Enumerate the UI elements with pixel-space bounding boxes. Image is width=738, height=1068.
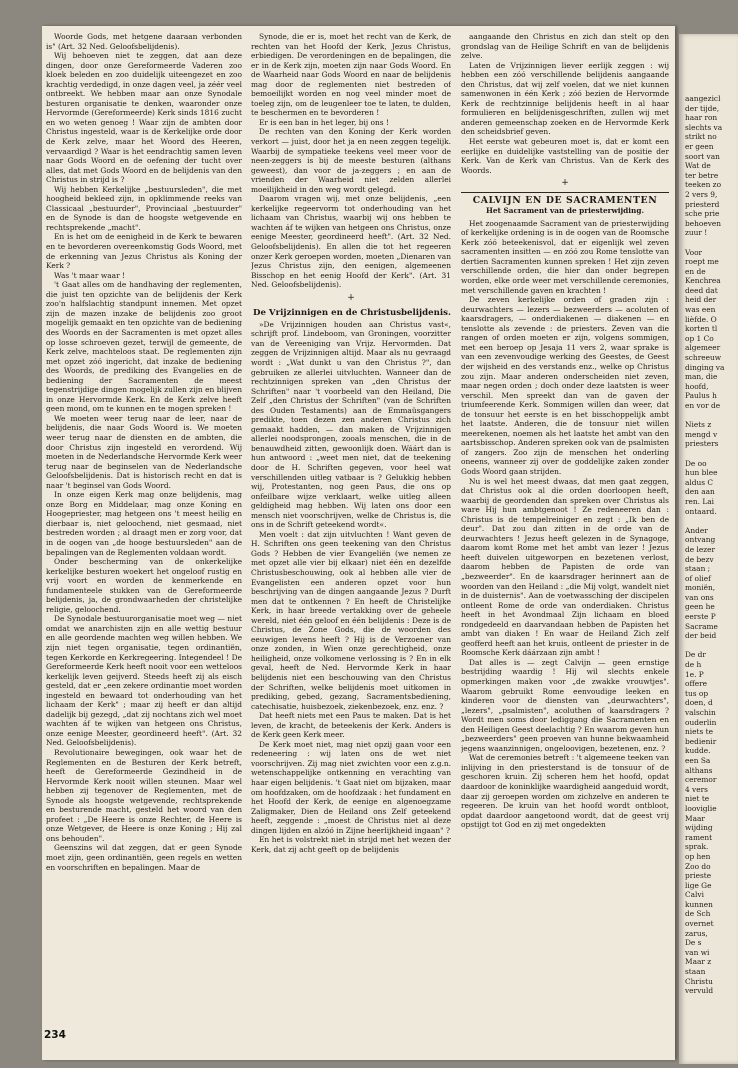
edge-line: heid der: [685, 295, 717, 305]
edge-line: de h: [685, 660, 702, 670]
paragraph: Men voelt : dat zijn uitvluchten ! Want geven de H. Schriften ons geen teekening van den Christus Gods ? Hebben de vier Evangeliën (we nemen ze met opzet alle vier bij elkaar) niet één en dezelfde Christusbeschouwing, ook al hebben alle vier de Evangelisten een anderen opzet voor hun beschrijving van de dingen aangaande Jezus ? Durft men dat te ontkennen ? En heeft de Christelijke Kerk, in haar breede vertakking over de geheele wereld, niet één geloof en één belijdenis : Deze is de Christus, de Zone Gods, die de woorden des eeuwigen levens heeft ? Hij is de Verzoener van onze zonden, in Wien onze gerechtigheid, onze heiligheid, onze volkomene verlossing is ? En in elk geval, heeft de Ned. Hervormde Kerk in haar belijdenis niet een beschouwing van den Christus der Schriften, welke belijdenis moet uitkomen in prediking, gebed, gezang, Sacramentsbediening, catechisatie, huisbezoek, ziekenbezoek, enz. enz. ?: [251, 529, 451, 711]
adjacent-page-text: [685, 94, 738, 996]
paragraph: Daarom vragen wij, met onze belijdenis, „een kerkelijke regeervorm tot onderhouding van het lichaam van Christus, waarbij wij ons hebben te wachten áf te wijken van hetgeen ons Christus, onze eenige Meester, geordineerd heeft". (Art. 32 Ned. Geloofsbelijdenis). En allen die tot het regeeren onzer Kerk geroepen worden, moeten „Dienaren van Jezus Christus zijn, den eenigen, algemeenen Bisschop en het eenig Hoofd der Kerk". (Art. 31 Ned. Geloofsbelijdenis).: [251, 194, 451, 290]
edge-line: kunnen: [685, 899, 713, 909]
edge-line: korten tl: [685, 324, 718, 334]
edge-line: ren. Lai: [685, 496, 715, 506]
paragraph: Het zoogenaamde Sacrament van de priesterwijding of kerkelijke ordening is in de oogen van de Roomsche Kerk zóó beteekenisvol, dat er eigenlijk wel zeven sacramenten insitten — en zóó zou Rome tenslotte van dertien Sacramenten kunnen spreken ! Het zijn zeven verschillende orden, die hier dan onder begrepen worden, elke orde weer met verschillende ceremonies, met verschillende gaven en krachten !: [461, 218, 669, 295]
edge-line: De oo: [685, 458, 707, 468]
edge-line: staan ;: [685, 564, 711, 574]
page-number: 234: [44, 1029, 66, 1041]
edge-line: eerste P: [685, 612, 716, 622]
edge-line: rament: [685, 832, 713, 842]
edge-line: soort van: [685, 151, 720, 161]
paragraph: 't Gaat alles om de handhaving der reglementen, die juist ten opzichte van de belijdenis der Kerk zoo'n halfslachtig standpunt innemen. Met opzet zijn de mazen inzake de belijdenis zoo groot mogelijk gemaakt en ten opzichte van de bediening des Woords en der Sacramenten is met opzet alles op losse schroeven gezet, terwijl de gemeente, de Kerk zelve, machteloos staat. De reglementen zijn met opzet zóó ingericht, dat inzake de bediening des Woords, de prediking des Evangelies en de bediening der Sacramenten de meest tegenstrijdige dingen mogelijk zullen zijn en blijven in onze Hervormde Kerk. En de Kerk zelve heeft geen mond, om te kunnen en te mogen spreken !: [46, 280, 242, 414]
edge-line: de lezer: [685, 544, 715, 554]
paragraph: Dat alles is — zegt Calvijn — geen ernstige bestrijding waardig ! Hij wil slechts enkele opmerkingen maken voor „de zwakke vrouwtjes". Waarom gebruikt Rome eenvoudige leeken en kinderen voor de diensten van „deurwachters", „lezers", „psalmisten", acoluthen of kaarsdragers ? Wordt men soms door lediggang die Sacramenten en den Heiligen Geest deelachtig ? En waarom geven hun „bezweerders" geen proeven van hunne bekwaamheid jegens waanzinnigen, ongeloovigen, bezetenen, enz. ?: [461, 657, 669, 753]
paragraph: Laten de Vrijzinnigen liever eerlijk zeggen : wij hebben een zóó verschillende belijdenis aangaande den Christus, dat wij zelf voelen, dat we niet kunnen samenwonen in één Kerk ; zóó bezien de Hervormde Kerk de rechtzinnige belijdenis heeft in al haar formulieren en belijdenisgeschriften, zullen wij met anderen gemeenschap zoeken en de Hervormde Kerk den scheidsbrief geven.: [461, 60, 669, 137]
edge-line: althans: [685, 765, 713, 775]
edge-line: wijding: [685, 823, 713, 833]
edge-line: kudde.: [685, 746, 711, 756]
edge-line: zuur !: [685, 228, 708, 238]
paragraph: En het is volstrekt niet in strijd met het wezen der Kerk, dat zij acht geeft op de belijdenis: [251, 835, 451, 854]
edge-line: een Sa: [685, 755, 711, 765]
edge-line: den aan: [685, 487, 715, 497]
edge-line: priesters: [685, 439, 719, 449]
edge-line: of olief: [685, 573, 711, 583]
edge-line: doen, d: [685, 698, 713, 708]
paragraph: »De Vrijzinnigen houden aan Christus vast«, schrijft prof. Lindeboom, van Groningen, voorzitter van de Vereeniging van Vrijz. Hervormden. Dat zeggen de Vrijzinnigen altijd. Maar als nu gevraagd wordt : „Wat dunkt u van den Christus ?", dan gebruiken ze allerlei uitvluchten. Wanneer dan de rechtzinnigen spreken van „den Christus der Schriften" naar 't voorbeeld van den Heiland, Die Zelf „den Christus der Schriften" (van de Schriften des Ouden Testaments) aan de Emmaüsgangers predikte, toen dezen zen anderen Christus zich gemaakt hadden, — dan maken de Vrijzinnigen allerlei noodsprongen, zooals menschen, die in de benauwdheid zitten, gewoonlijk doen. Wáárt dan is hun antwoord : „weet men niet, dat de teekening door de H. Schriften gegeven, voor heel wat verschillenden uitleg vatbaar is ? Gelukkig hebben wij, Protestanten, nog geen Paus, die ons op onfeilbare wijze verklaart, welke uitleg alleen geldigheid mag hebben. Wij laten ons door een mensch niet voorschrijven, welke de Christus is, die ons in de Schrift geteekend wordt«.: [251, 319, 451, 530]
edge-line: teeken zo: [685, 180, 722, 190]
edge-line: ontaard.: [685, 506, 717, 516]
edge-line: tus op: [685, 688, 709, 698]
edge-line: Maar z: [685, 957, 712, 967]
paragraph: De Kerk moet niet, mag niet opzij gaan voor een redeneering : wij laten ons de wet niet voorschrijven. Zij mag niet zwichten voor een z.g.n. wetenschappelijke ontkenning en verachting van haar eigen belijdenis. 't Gaat niet om bijzaken, maar om hoofdzaken, om de hoofdzaak : het fundament en het Hoofd der Kerk, de eenige en algenoegzame Zaligmaker, Dien de Heiland ons Zelf geteekend heeft, zeggende : „moest de Christus niet al deze dingen lijden en alzóó in Zijne heerlijkheid ingaan" ?: [251, 739, 451, 835]
edge-line: dinging va: [685, 362, 725, 372]
edge-line: Calvi: [685, 890, 704, 900]
edge-line: geen he: [685, 602, 715, 612]
paragraph: De rechten van den Koning der Kerk worden verkort — juist, door het ja en neen zeggen tegelijk. Waarbij de sympatieke teekens veel meer voor de neen-zeggers is bij de meeste besturen (althans geweest), dan voor de ja-zeggers ; en aan de vrienden der Waarheid niet zelden allerlei moeilijkheid in den weg wordt gelegd.: [251, 127, 451, 194]
edge-line: aangezicl: [685, 94, 721, 103]
edge-line: algemeer: [685, 343, 721, 353]
edge-line: slechts va: [685, 122, 723, 132]
article-subheading: Het Sacrament van de priesterwijding.: [486, 206, 644, 216]
edge-line: valschin: [685, 708, 716, 717]
edge-line: De dr: [685, 650, 706, 660]
edge-line: lièfde. O: [685, 314, 717, 324]
edge-line: zarus,: [685, 928, 708, 938]
adjacent-page-edge: [679, 34, 738, 1064]
edge-line: [685, 641, 738, 651]
paragraph: Wij hebben Kerkelijke „bestuursleden", die met hoogheid bekleed zijn, in opklimmende reeks van Classicaal „bestuurder", Provinciaal „bestuurder" en de Synode is dan de hoogste wetgevende en rechtsprekende „macht".: [46, 184, 242, 232]
paragraph: Het eerste wat gebeuren moet is, dat er komt een eerlijke en duidelijke vaststelling van de positie der Kerk. Van de Kerk van Christus. Van de Kerk des Woords.: [461, 137, 669, 175]
edge-line: staan: [685, 967, 706, 977]
edge-line: 2 vers 9,: [685, 189, 718, 199]
edge-line: hun blee: [685, 468, 718, 478]
edge-line: op 1 Co: [685, 333, 714, 343]
paragraph: Wij behoeven niet te zeggen, dat aan deze dingen, door onze Gereformeerde Vaderen zoo kloek beleden en zoo duidelijk uiteengezet en zoo krachtig verdedigd, in onze dagen veel, ja zéér veel ontbreekt. We hebben maar aan onze Synodale besturen organisatie te denken, waaronder onze Hervormde (Gereformeerde) Kerk sinds 1816 zucht en wo weten genoeg ! Waar zijn de ambten door Christus ingesteld, waar is de Kerkelijke orde door de Kerk zelve, maar het Woord des Heeren, vervaardigd ? Waar is het eendrachtig samen leven naar Gods Woord en de oefening der tucht over alles, dat met Gods Woord en de belijdenis van den Christus in strijd is ?: [46, 51, 242, 185]
edge-line: Zoo do: [685, 861, 711, 871]
edge-line: Maar: [685, 813, 705, 823]
paragraph: Synode, die er is, moet het recht van de Kerk, de rechten van het Hoofd der Kerk, Jezus Christus, erbiedigen. De verordeningen en de bepalingen, die er in de Kerk zijn, moeten zijn naar Gods Woord. En de Waarheid naar Gods Woord en naar de belijdenis mag door de reglementen niet bestreden of bemoeilijkt worden en nog veel minder moet de toeleg zijn, om de leugenleer toe te laten, te dulden, te beschermen en te bevorderen !: [251, 32, 451, 118]
paragraph: De Synodale bestuurorganisatie moet weg — niet omdat we anarchisten zijn en alle wettig bestuur en alle geordende machten weg willen hebben. We zijn niet tegen organisatie, tegen ordinantiën, tegen Kerkorde en Kerkregeering. Integendeel ! De Gereformeerde Kerk heeft nooit voor een wetteloos kerkelijk leven geijverd. Steeds heeft zij als eisch gesteld, dat er „een zekere ordinantie moet worden ingesteld en bewaard tot onderhouding van het lichaam der Kerk" ; maar zij heeft er dan altijd dadelijk bij gezegd, „dat zij nochtans zich wel moet wachten áf te wijken van hetgeen ons Christus, onze eenige Meester, geordineerd heeft". (Art. 32 Ned. Geloofsbelijdenis).: [46, 614, 242, 748]
edge-line: behoeven: [685, 218, 721, 228]
newspaper-page: [42, 26, 675, 1060]
paragraph: En is het om de eenigheid in de Kerk te bewaren en te bevorderen overeenkomstig Gods Woord, met de erkenning van Jezus Christus als Koning der Kerk ?: [46, 232, 242, 271]
edge-line: sche prie: [685, 209, 720, 219]
edge-line: haar ron: [685, 113, 718, 123]
edge-line: mengd v: [685, 429, 718, 439]
edge-line: man, die: [685, 372, 718, 382]
paragraph: We moeten weer terug naar de leer, naar de belijdenis, die naar Gods Woord is. We moeten weer terug naar de diensten en de ambten, die door Christus zijn ingesteld en verordend. Wij moeten in de Nederlandsche Hervormde Kerk weer terug naar de beginselen van de Nederlandsche Geloofsbelijdenis. Dat is historisch recht en dat is naar 't beginsel van Gods Woord.: [46, 413, 242, 490]
paragraph: Wat de ceremonies betreft : 't algemeene teeken van inlijving in den priesterstand is de tonsuur of de geschoren kruin. Zij scheren hem het hoofd, opdat daardoor de koninklijke waardigheid aangeduid wordt, daar zij geroepen worden om zichzelve en anderen te regeeren. De kruin van het hoofd wordt ontbloot, opdat daardoor aangetoond wordt, dat de geest vrij opstijgt tot God en zij met ongedekten: [461, 753, 669, 830]
edge-line: offere: [685, 679, 707, 689]
paragraph: aangaande den Christus en zich dan stelt op den grondslag van de Heilige Schrift en van de belijdenis zelve.: [461, 32, 669, 61]
paragraph: Dat heeft niets met een Paus te maken. Dat is het leven, de kracht, de beteekenis der Kerk. Anders is de Kerk geen Kerk meer.: [251, 711, 451, 740]
edge-line: looviglie: [685, 803, 717, 813]
edge-line: der tijde,: [685, 103, 720, 113]
column-2: [251, 32, 451, 1032]
edge-line: van wi: [685, 947, 710, 957]
edge-line: roept me: [685, 257, 719, 267]
edge-line: 1e. P: [685, 669, 704, 679]
edge-line: aldus C: [685, 477, 714, 487]
edge-line: en vor de: [685, 401, 721, 410]
edge-line: Wat de: [685, 161, 711, 171]
edge-line: ter betre: [685, 170, 719, 180]
edge-line: Kenchrea: [685, 276, 721, 286]
edge-line: lige Ge: [685, 880, 712, 890]
paragraph: Onder bescherming van de onkerkelijke kerkelijke besturen woekert het ongeloof rustig en vrij voort en worden de kenmerkende en fundamenteele stukken van de Gereformeerde belijdenis, ja, de grondwaarheden der christelijke religie, geloochend.: [46, 557, 242, 614]
paragraph: Nu is wel het meest dwaas, dat men gaat zeggen, dat Christus ook al die orden doorloopen heeft, waarbij de geordenden dan spreken over Christus als ware Hij hun ambtgenoot ! Ze redeneeren dan : Christus is de tempelreiniger en zegt : „Ik ben de deur". Dat zou dan zitten in de orde van de deurwachters ! Jezus heeft gelezen in de Synagoge, daarom komt Rome met het ambt van lezer ! Jezus heeft duivelen uitgeworpen en bezetenen verlost, daarom hebben de Papisten de orde van „bezweerder". En de kaarsdrager herinnert aan de woorden van den Heiland : „die Mij volgt, wandelt niet in de duisternis". Aan de voetwassching der discipelen ontleent Rome de orde van onderdiaken. Christus heeft in het Avondmaal Zijn lichaam en bloed rondgedeeld en daarvandaan hebben de Papisten het ambt van diaken ! En waar de Heiland Zich zelf geofferd heeft aan het kruis, ontleent de priester in de Roomsche Kerk dáárzaan zijn ambt !: [461, 476, 669, 658]
edge-line: vervuld: [685, 986, 714, 996]
edge-line: ceremor: [685, 775, 717, 785]
edge-line: was een: [685, 305, 716, 315]
edge-line: [685, 449, 738, 459]
edge-line: [685, 411, 738, 421]
cross-separator: +: [561, 178, 569, 189]
edge-line: deed dat: [685, 285, 718, 295]
edge-line: en de: [685, 266, 706, 276]
cross-separator: +: [347, 292, 355, 303]
edge-line: overnet: [685, 919, 714, 929]
edge-line: niets te: [685, 727, 713, 737]
edge-line: hoofd,: [685, 381, 709, 391]
edge-line: schreeuw: [685, 353, 722, 363]
edge-line: de bezv: [685, 554, 714, 564]
edge-line: Voor: [685, 247, 703, 257]
edge-line: Niets z: [685, 420, 712, 430]
rule-line: [461, 192, 669, 193]
paragraph: Revolutionaire bewegingen, ook waar het de Reglementen en de Besturen der Kerk betreft, heeft de Gereformeerde Gezindheid in de Hervormde Kerk nooit willen steunen. Maar wel hebben zij tegenover de Reglementen, met de Synode als hoogste wetgevende, rechtsprekende en besturende macht, gesteld het woord van den profeet : „De Heere is onze Rechter, de Heere is onze Wetgever, de Heere is onze Koning ; Hij zal ons behouden".: [46, 748, 242, 843]
paragraph: In onze eigen Kerk mag onze belijdenis, mag onze Borg en Middelaar, mag onze Koning en Hoogepriester, mag hetgeen ons 't meest heilig en dierbaar is, niet geloochend, niet gesmaad, niet bestreden worden ; al draagt men er zorg voor, dat in de oogen van „de hooge bestuursleden" aan de bepalingen van de Reglementen voldaan wordt.: [46, 490, 242, 557]
edge-line: Sacrame: [685, 621, 718, 631]
paragraph: Woorde Gods, met hetgene daaraan verbonden is" (Art. 32 Ned. Geloofsbelijdenis).: [46, 32, 242, 51]
column-3: [461, 32, 669, 1032]
paragraph: Was 't maar waar !: [54, 270, 125, 280]
edge-line: er geen: [685, 141, 714, 151]
edge-line: priesterd: [685, 199, 720, 209]
edge-line: Christu: [685, 976, 713, 986]
edge-line: de Sch: [685, 909, 711, 919]
edge-line: [685, 516, 738, 526]
edge-line: van ons: [685, 592, 714, 602]
paragraph: Geenszins wil dat zeggen, dat er geen Synode moet zijn, geen ordinantiën, geen regels en wetten en voorschriften en bepalingen. Maar de: [46, 843, 242, 872]
edge-line: strikt no: [685, 132, 717, 142]
edge-line: der beid: [685, 631, 717, 641]
edge-line: [685, 238, 738, 248]
edge-line: ontvang: [685, 535, 716, 545]
article-heading-calvijn: CALVIJN EN DE SACRAMENTEN: [472, 195, 658, 207]
edge-line: op hen: [685, 851, 711, 861]
edge-line: moniën,: [685, 583, 716, 593]
edge-line: Ander: [685, 525, 708, 535]
edge-line: 4 vers: [685, 784, 708, 794]
paragraph: De zeven kerkelijke orden of graden zijn : deurwachters — lezers — bezweerders — acoluten of kaarsdragers, — onderdiakenen — diakenen — en tenslotte als zevende : de priesters. Zeven van die rangen of orden moeten er zijn, volgens sommigen, met een beroep op Jesaja 11 vers 2, waar sprake is van een zevenvoudige werking des Geestes, de Geest der wijsheid en des verstands enz., welke op Christus zou zijn. Maar anderen onderscheiden niet zeven, maar negen orden ; doch onder deze laatsten is weer verschil. Men spreekt dan van de gaven der triumfeerende Kerk. Sommigen willen dan weer, dat de tonsuur het eerste is en het bisschoppelijk ambt het laatste. Anderen, die de tonsuur niet willen meerekenen, noemen als het laatste het ambt van den aartsbisschop. Anderen spreken ook van de psalmisten of zangers. Zoo zijn de menschen het onderling oneens, wanneer zij over de goddelijke zaken zonder Gods Woord gaan strijden.: [461, 295, 669, 476]
edge-line: prieste: [685, 871, 712, 881]
edge-line: niet te: [685, 794, 710, 804]
edge-line: De s: [685, 938, 702, 948]
edge-line: sprak.: [685, 842, 709, 852]
edge-line: ouderlin: [685, 717, 717, 727]
paragraph: Er is een ban in het leger, bij ons !: [259, 117, 389, 127]
edge-line: Paulus h: [685, 391, 717, 401]
edge-line: bedienir: [685, 736, 717, 746]
article-heading-vrijzinnigen: De Vrijzinnigen en de Christusbelijdenis.: [253, 307, 451, 318]
column-1: [46, 32, 242, 1012]
